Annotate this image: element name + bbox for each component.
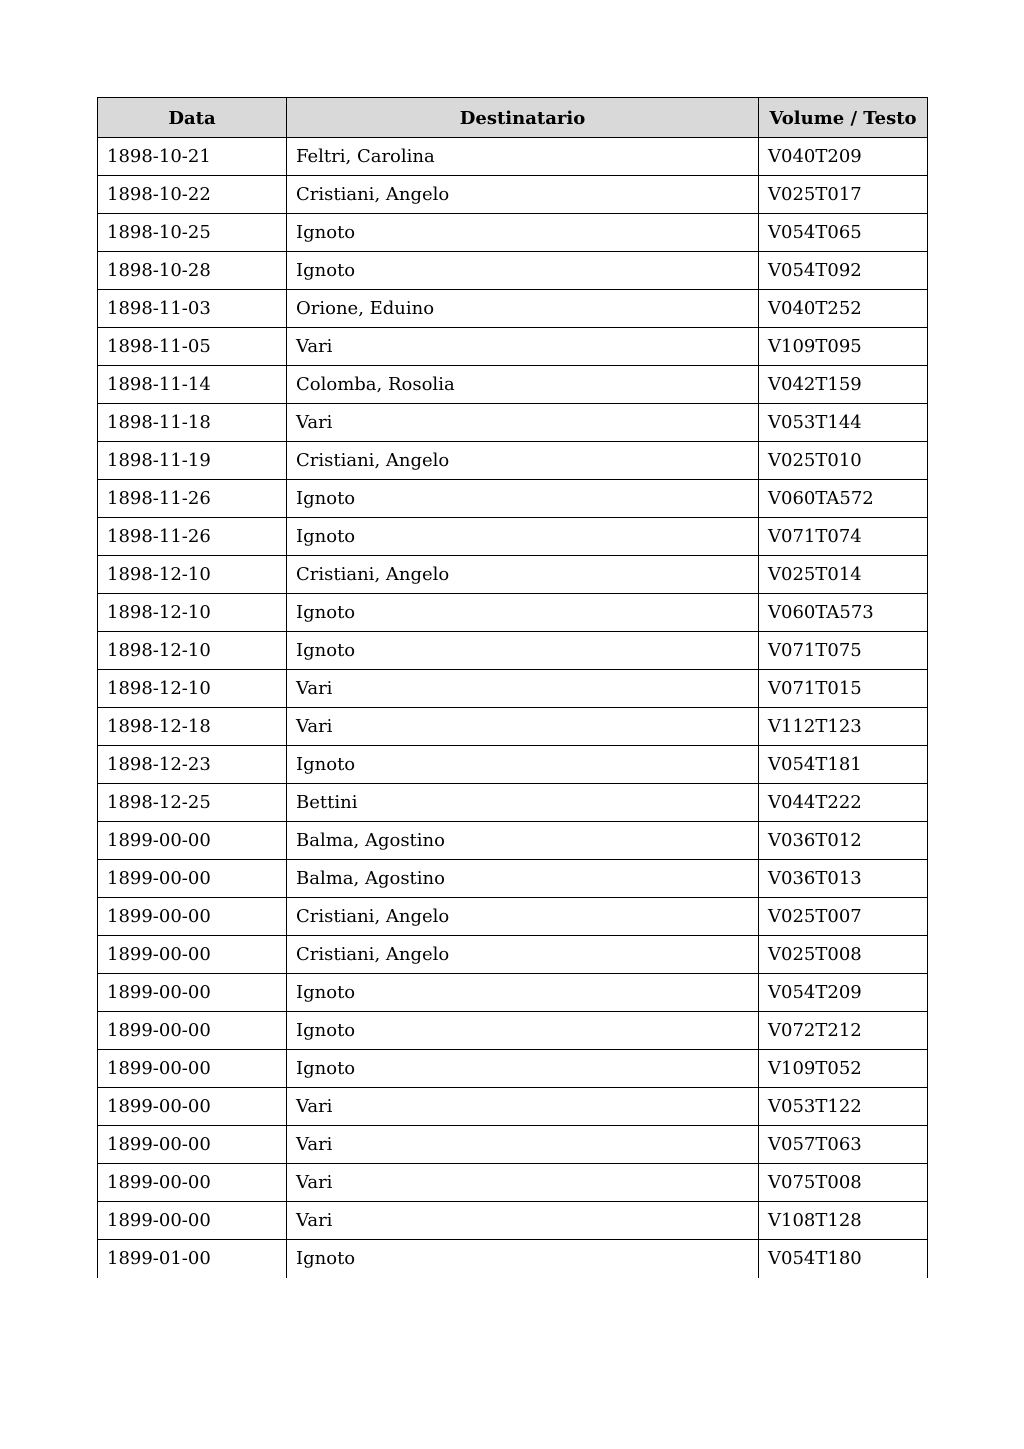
cell-recipient: Ignoto: [287, 252, 759, 290]
table-row: [98, 176, 928, 214]
cell-recipient: Vari: [287, 1126, 759, 1164]
table-row: [98, 594, 928, 632]
cell-date: 1898-11-14: [98, 366, 287, 404]
cell-volume-text: V109T052: [759, 1050, 928, 1088]
cell-date: 1899-00-00: [98, 860, 287, 898]
cell-date: 1898-11-05: [98, 328, 287, 366]
table-row: [98, 518, 928, 556]
table-row: [98, 936, 928, 974]
table-row: [98, 1126, 928, 1164]
cell-date: 1898-10-22: [98, 176, 287, 214]
cell-recipient: Bettini: [287, 784, 759, 822]
table-row: [98, 860, 928, 898]
column-header-date: Data: [98, 98, 287, 138]
table-row: [98, 290, 928, 328]
cell-date: 1898-10-28: [98, 252, 287, 290]
cell-volume-text: V072T212: [759, 1012, 928, 1050]
cell-date: 1899-00-00: [98, 822, 287, 860]
cell-date: 1898-11-18: [98, 404, 287, 442]
cell-volume-text: V054T180: [759, 1240, 928, 1278]
cell-volume-text: V053T144: [759, 404, 928, 442]
table-row: [98, 442, 928, 480]
table-row: [98, 1088, 928, 1126]
cell-recipient: Ignoto: [287, 214, 759, 252]
cell-volume-text: V071T075: [759, 632, 928, 670]
table-row: [98, 632, 928, 670]
cell-volume-text: V054T092: [759, 252, 928, 290]
table-row: [98, 1240, 928, 1278]
cell-volume-text: V054T181: [759, 746, 928, 784]
cell-date: 1898-12-10: [98, 594, 287, 632]
cell-volume-text: V054T065: [759, 214, 928, 252]
cell-date: 1898-10-25: [98, 214, 287, 252]
table-row: [98, 784, 928, 822]
cell-recipient: Vari: [287, 1164, 759, 1202]
cell-date: 1899-00-00: [98, 1012, 287, 1050]
cell-volume-text: V025T014: [759, 556, 928, 594]
cell-volume-text: V025T010: [759, 442, 928, 480]
cell-recipient: Ignoto: [287, 974, 759, 1012]
cell-volume-text: V057T063: [759, 1126, 928, 1164]
table-row: [98, 822, 928, 860]
table-row: [98, 138, 928, 176]
cell-date: 1898-11-19: [98, 442, 287, 480]
table-row: [98, 214, 928, 252]
table-row: [98, 1050, 928, 1088]
cell-volume-text: V060TA572: [759, 480, 928, 518]
cell-recipient: Cristiani, Angelo: [287, 898, 759, 936]
table-row: [98, 898, 928, 936]
cell-recipient: Vari: [287, 1088, 759, 1126]
cell-date: 1898-12-10: [98, 632, 287, 670]
table-body: [98, 138, 928, 1278]
cell-recipient: Ignoto: [287, 518, 759, 556]
cell-volume-text: V025T017: [759, 176, 928, 214]
table-row: [98, 1012, 928, 1050]
cell-recipient: Ignoto: [287, 746, 759, 784]
cell-volume-text: V112T123: [759, 708, 928, 746]
cell-date: 1898-12-10: [98, 556, 287, 594]
cell-volume-text: V075T008: [759, 1164, 928, 1202]
cell-recipient: Orione, Eduino: [287, 290, 759, 328]
table-row: [98, 974, 928, 1012]
cell-volume-text: V042T159: [759, 366, 928, 404]
cell-recipient: Cristiani, Angelo: [287, 556, 759, 594]
cell-date: 1899-00-00: [98, 1202, 287, 1240]
cell-date: 1898-10-21: [98, 138, 287, 176]
table-row: [98, 366, 928, 404]
cell-recipient: Ignoto: [287, 480, 759, 518]
table-row: [98, 1164, 928, 1202]
cell-recipient: Vari: [287, 670, 759, 708]
cell-date: 1899-00-00: [98, 1050, 287, 1088]
table-row: [98, 328, 928, 366]
cell-volume-text: V109T095: [759, 328, 928, 366]
cell-volume-text: V054T209: [759, 974, 928, 1012]
table-row: [98, 252, 928, 290]
cell-date: 1899-00-00: [98, 936, 287, 974]
cell-date: 1899-00-00: [98, 898, 287, 936]
table-row: [98, 670, 928, 708]
cell-recipient: Colomba, Rosolia: [287, 366, 759, 404]
cell-date: 1898-12-25: [98, 784, 287, 822]
column-header-recipient: Destinatario: [287, 98, 759, 138]
table-row: [98, 746, 928, 784]
cell-volume-text: V036T013: [759, 860, 928, 898]
cell-volume-text: V040T252: [759, 290, 928, 328]
cell-recipient: Vari: [287, 404, 759, 442]
cell-date: 1899-00-00: [98, 974, 287, 1012]
cell-recipient: Balma, Agostino: [287, 860, 759, 898]
cell-date: 1898-12-18: [98, 708, 287, 746]
cell-recipient: Vari: [287, 708, 759, 746]
table-row: [98, 404, 928, 442]
cell-recipient: Ignoto: [287, 1240, 759, 1278]
cell-recipient: Ignoto: [287, 632, 759, 670]
table-row: [98, 708, 928, 746]
table-row: [98, 480, 928, 518]
cell-volume-text: V025T007: [759, 898, 928, 936]
cell-date: 1899-01-00: [98, 1240, 287, 1278]
cell-recipient: Feltri, Carolina: [287, 138, 759, 176]
letters-table: [97, 97, 928, 1278]
cell-date: 1899-00-00: [98, 1164, 287, 1202]
cell-date: 1898-11-26: [98, 480, 287, 518]
cell-recipient: Vari: [287, 1202, 759, 1240]
cell-volume-text: V053T122: [759, 1088, 928, 1126]
cell-volume-text: V040T209: [759, 138, 928, 176]
cell-recipient: Cristiani, Angelo: [287, 936, 759, 974]
cell-date: 1898-12-10: [98, 670, 287, 708]
table-row: [98, 1202, 928, 1240]
column-header-volume-text: Volume / Testo: [759, 98, 928, 138]
cell-volume-text: V060TA573: [759, 594, 928, 632]
cell-date: 1898-12-23: [98, 746, 287, 784]
header-row: [98, 98, 928, 138]
table-row: [98, 556, 928, 594]
cell-recipient: Vari: [287, 328, 759, 366]
cell-date: 1898-11-26: [98, 518, 287, 556]
cell-recipient: Ignoto: [287, 1050, 759, 1088]
cell-date: 1899-00-00: [98, 1126, 287, 1164]
cell-recipient: Balma, Agostino: [287, 822, 759, 860]
cell-volume-text: V036T012: [759, 822, 928, 860]
cell-date: 1898-11-03: [98, 290, 287, 328]
cell-volume-text: V108T128: [759, 1202, 928, 1240]
cell-recipient: Ignoto: [287, 594, 759, 632]
cell-recipient: Ignoto: [287, 1012, 759, 1050]
cell-volume-text: V044T222: [759, 784, 928, 822]
cell-recipient: Cristiani, Angelo: [287, 442, 759, 480]
cell-recipient: Cristiani, Angelo: [287, 176, 759, 214]
cell-date: 1899-00-00: [98, 1088, 287, 1126]
cell-volume-text: V071T015: [759, 670, 928, 708]
cell-volume-text: V025T008: [759, 936, 928, 974]
cell-volume-text: V071T074: [759, 518, 928, 556]
